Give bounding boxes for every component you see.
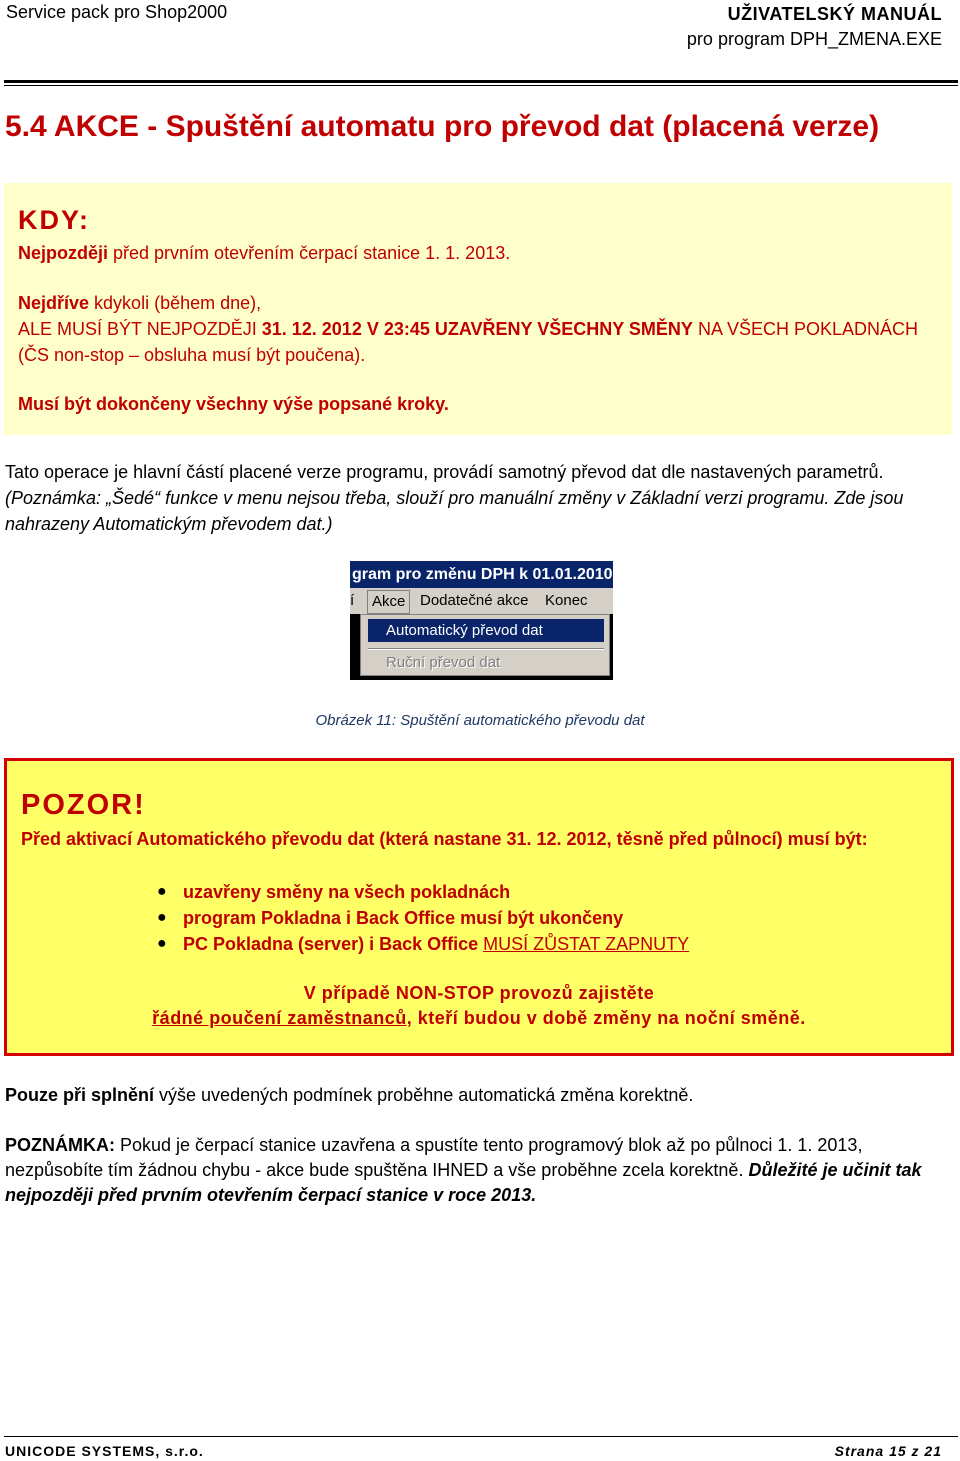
footer-company: UNICODE SYSTEMS, s.r.o. bbox=[5, 1443, 204, 1459]
bullet-icon: ● bbox=[157, 909, 167, 926]
nonstop-line-1: V případě NON-STOP provozů zajistěte bbox=[303, 983, 655, 1003]
warning-item-text: uzavřeny směny na všech pokladnách bbox=[183, 882, 511, 902]
menu-prefix: í bbox=[350, 592, 355, 609]
conditions-bold: Pouze při splnění bbox=[5, 1085, 155, 1105]
warning-item bbox=[157, 905, 689, 931]
when-latest-bold: Nejpozději bbox=[18, 243, 109, 263]
intro-line-2: (Poznámka: „Šedé“ funkce v menu nejsou třeba, slouží pro manuální změny v Základní verzi programu. Zde jsou bbox=[5, 488, 904, 508]
when-shifts-c: NA VŠECH POKLADNÁCH bbox=[692, 319, 918, 339]
intro-line-3: nahrazeny Automatickým převodem dat.) bbox=[5, 514, 333, 534]
menu-item-manual-transfer: Ruční převod dat bbox=[386, 654, 501, 671]
warning-item bbox=[157, 879, 689, 905]
menu-dodatecne-akce[interactable]: Dodatečné akce bbox=[420, 592, 529, 609]
header-left-title: Service pack pro Shop2000 bbox=[6, 2, 228, 22]
menu-item-automatic-transfer[interactable]: Automatický převod dat bbox=[368, 619, 604, 642]
when-earliest-text: kdykoli (během dne), bbox=[89, 293, 262, 313]
warning-item-text: program Pokladna i Back Office musí být ukončeny bbox=[183, 908, 624, 928]
bullet-icon: ● bbox=[157, 883, 167, 900]
when-earliest-bold: Nejdříve bbox=[18, 293, 90, 313]
footer-page-number: Strana 15 z 21 bbox=[834, 1443, 942, 1459]
note-text-2: nezpůsobíte tím žádnou chybu - akce bude spuštěna IHNED a vše proběhne zcela korektně. bbox=[5, 1160, 749, 1180]
conditions-text: výše uvedených podmínek proběhne automatická změna korektně. bbox=[154, 1085, 694, 1105]
note-label: POZNÁMKA: bbox=[5, 1135, 115, 1155]
section-title: 5.4 AKCE - Spuštění automatu pro převod dat (placená verze) bbox=[5, 110, 880, 143]
when-line-nonstop: (ČS non-stop – obsluha musí být poučena). bbox=[18, 345, 366, 365]
warning-box bbox=[4, 758, 954, 1056]
menu-separator bbox=[368, 648, 604, 650]
warning-item-text: PC Pokladna (server) i Back Office bbox=[183, 934, 484, 954]
when-latest-text: před prvním otevřením čerpací stanice 1. 1. 2013. bbox=[108, 243, 511, 263]
when-line-earliest bbox=[18, 293, 261, 314]
bullet-icon: ● bbox=[157, 935, 167, 952]
when-shifts-b: 31. 12. 2012 V 23:45 UZAVŘENY VŠECHNY SMĚNY bbox=[261, 319, 693, 339]
note-text-1: Pokud je čerpací stanice uzavřena a spustíte tento programový blok až po půlnoci 1. 1. 2013, bbox=[115, 1135, 863, 1155]
screenshot-menu-bar bbox=[350, 588, 613, 614]
screenshot-title-bar: gram pro změnu DPH k 01.01.2010 bbox=[350, 561, 613, 588]
warning-line: Před aktivací Automatického převodu dat (která nastane 31. 12. 2012, těsně před půlnocí) musí být: bbox=[21, 829, 868, 849]
when-line-latest bbox=[18, 243, 510, 264]
conditions-line bbox=[5, 1085, 693, 1106]
warning-item-underlined: MUSÍ ZŮSTAT ZAPNUTY bbox=[483, 934, 690, 954]
footer-rule bbox=[4, 1436, 958, 1437]
note-important: Důležité je učinit tak bbox=[748, 1160, 922, 1180]
when-line-shifts bbox=[18, 319, 918, 340]
nonstop-line-2 bbox=[7, 1008, 951, 1029]
warning-list bbox=[157, 879, 689, 957]
when-box bbox=[4, 183, 952, 435]
figure-caption: Obrázek 11: Spuštění automatického převodu dat bbox=[315, 712, 645, 729]
header-rule-thin bbox=[4, 85, 958, 86]
warning-title: POZOR! bbox=[21, 789, 146, 821]
header-right bbox=[687, 2, 942, 52]
note-line-3: nejpozději před prvním otevřením čerpací stanice v roce 2013. bbox=[5, 1185, 537, 1205]
intro-line-1: Tato operace je hlavní částí placené verze programu, provádí samotný převod dat dle nastavených parametrů. bbox=[5, 462, 884, 482]
header-rule bbox=[4, 80, 958, 83]
akce-dropdown bbox=[360, 614, 610, 676]
menu-screenshot bbox=[350, 561, 613, 680]
nonstop-underlined: řádné poučení zaměstnanců bbox=[152, 1008, 407, 1028]
warning-item bbox=[157, 931, 689, 957]
when-line-steps: Musí být dokončeny všechny výše popsané kroky. bbox=[18, 394, 449, 414]
note-line-2 bbox=[5, 1160, 922, 1181]
when-shifts-a: ALE MUSÍ BÝT NEJPOZDĚJI bbox=[18, 319, 262, 339]
menu-konec[interactable]: Konec bbox=[545, 592, 588, 609]
manual-subtitle: pro program DPH_ZMENA.EXE bbox=[686, 29, 942, 49]
nonstop-rest: , kteří budou v době změny na noční směně. bbox=[406, 1008, 806, 1028]
manual-title: UŽIVATELSKÝ MANUÁL bbox=[727, 4, 942, 24]
note-line-1 bbox=[5, 1135, 862, 1156]
when-label: KDY: bbox=[18, 205, 90, 235]
menu-akce[interactable]: Akce bbox=[367, 590, 410, 614]
